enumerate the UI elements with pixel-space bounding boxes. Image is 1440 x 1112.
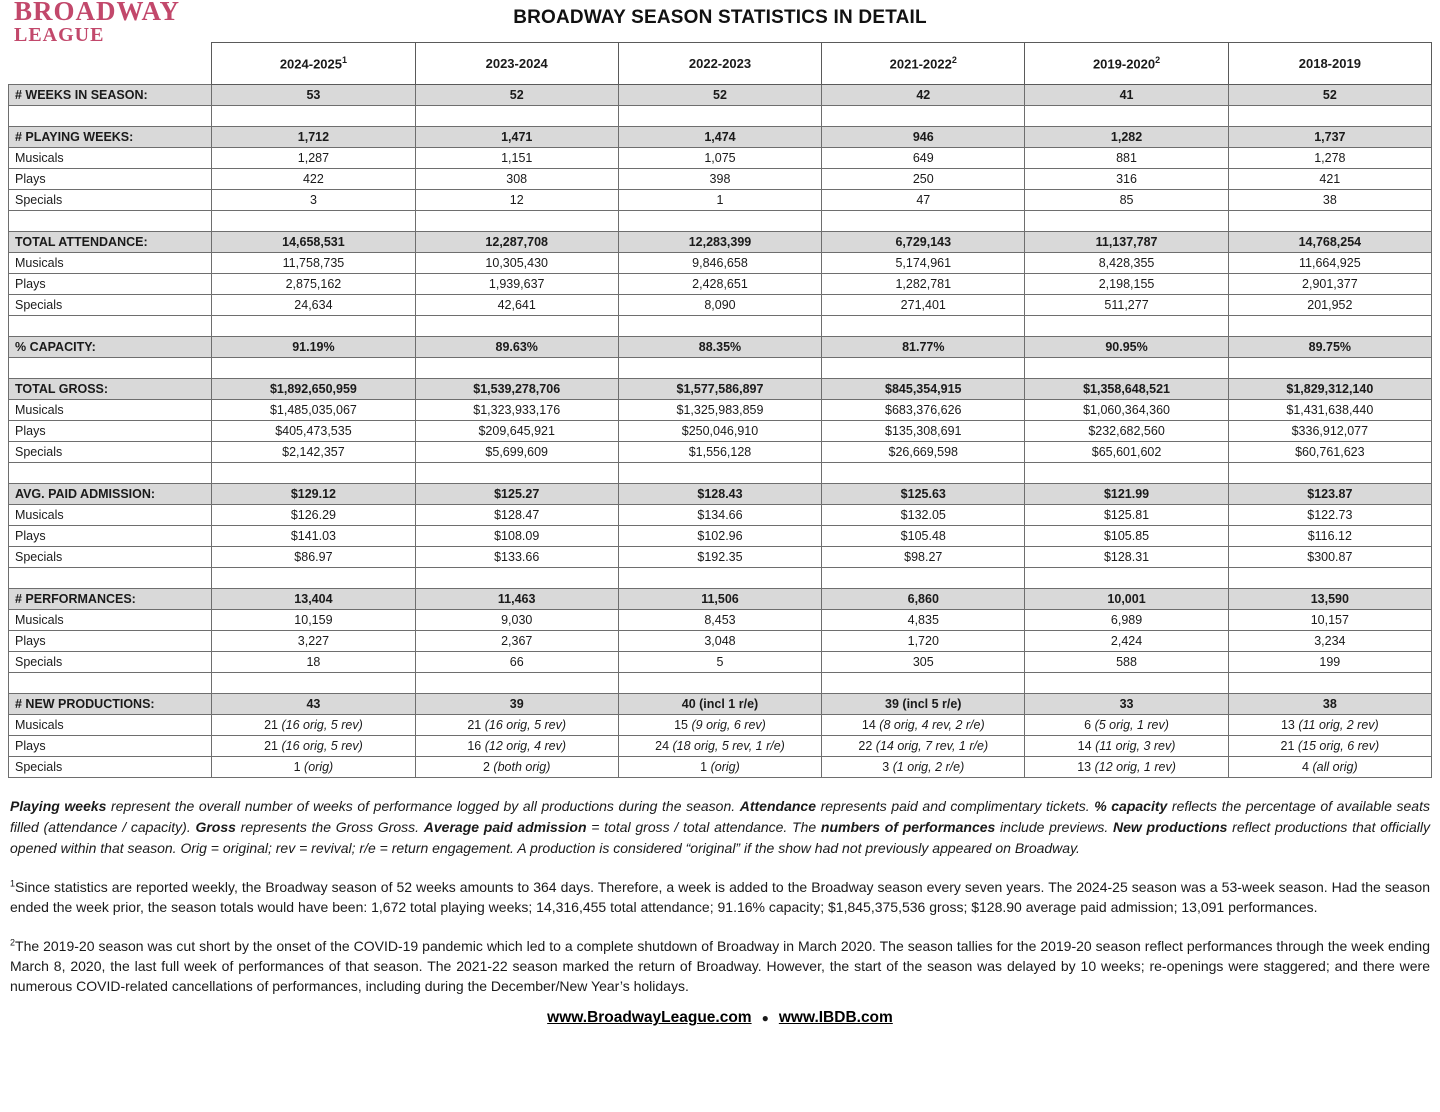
data-row — [9, 400, 1432, 421]
value-cell: $133.66 — [415, 547, 618, 568]
broadway-league-logo — [14, 0, 180, 45]
value-cell: 1,939,637 — [415, 274, 618, 295]
value-cell: $1,323,933,176 — [415, 400, 618, 421]
row-label-cell: Plays — [9, 526, 212, 547]
value-cell: $121.99 — [1025, 484, 1228, 505]
value-cell: $683,376,626 — [822, 400, 1025, 421]
spacer-row — [9, 316, 1432, 337]
section-header-row — [9, 85, 1432, 106]
section-header-row — [9, 589, 1432, 610]
value-cell: $108.09 — [415, 526, 618, 547]
definition-text: reflect productions that officially opened within that season. Orig = original; rev = revival; r/e = return engagement. A production is considered “original” if the show had not previously appeared on Broadway. — [10, 819, 1430, 856]
value-cell: 52 — [1228, 85, 1431, 106]
value-cell: $1,060,364,360 — [1025, 400, 1228, 421]
value-cell: 12 — [415, 190, 618, 211]
value-cell: 21 (16 orig, 5 rev) — [212, 715, 415, 736]
value-cell: 6,729,143 — [822, 232, 1025, 253]
empty-cell — [618, 211, 821, 232]
value-cell: 91.19% — [212, 337, 415, 358]
value-cell: 946 — [822, 127, 1025, 148]
value-cell: 14 (11 orig, 3 rev) — [1025, 736, 1228, 757]
row-label-cell: Plays — [9, 274, 212, 295]
value-cell: 89.63% — [415, 337, 618, 358]
value-cell: 1,278 — [1228, 148, 1431, 169]
row-label-cell: Specials — [9, 652, 212, 673]
value-cell: $116.12 — [1228, 526, 1431, 547]
season-header-row — [9, 43, 1432, 85]
empty-cell — [212, 106, 415, 127]
value-cell: $1,431,638,440 — [1228, 400, 1431, 421]
value-cell: 39 (incl 5 r/e) — [822, 694, 1025, 715]
value-cell: 12,283,399 — [618, 232, 821, 253]
value-cell: 1,720 — [822, 631, 1025, 652]
value-cell: $336,912,077 — [1228, 421, 1431, 442]
value-cell: 38 — [1228, 190, 1431, 211]
value-cell: 13,590 — [1228, 589, 1431, 610]
value-cell: 201,952 — [1228, 295, 1431, 316]
data-row — [9, 295, 1432, 316]
value-cell: 47 — [822, 190, 1025, 211]
value-cell: 8,090 — [618, 295, 821, 316]
definition-text: include previews. — [995, 819, 1114, 835]
empty-cell — [1228, 673, 1431, 694]
value-cell: $5,699,609 — [415, 442, 618, 463]
empty-cell — [415, 568, 618, 589]
section-header-row — [9, 694, 1432, 715]
data-row — [9, 652, 1432, 673]
empty-cell — [212, 463, 415, 484]
value-cell: 42,641 — [415, 295, 618, 316]
definition-text: represents paid and complimentary tickets. — [815, 798, 1095, 814]
definition-text: Attendance — [739, 798, 816, 814]
value-cell: $1,358,648,521 — [1025, 379, 1228, 400]
value-cell: 3,234 — [1228, 631, 1431, 652]
value-cell: $1,485,035,067 — [212, 400, 415, 421]
value-cell: 421 — [1228, 169, 1431, 190]
value-cell: $141.03 — [212, 526, 415, 547]
value-cell: $300.87 — [1228, 547, 1431, 568]
value-cell: 16 (12 orig, 4 rev) — [415, 736, 618, 757]
row-label-cell: Specials — [9, 442, 212, 463]
logo-text-broadway: BROADWAY — [14, 0, 181, 26]
value-cell: 14,768,254 — [1228, 232, 1431, 253]
definition-text: represent the overall number of weeks of performance logged by all productions during the season. — [106, 798, 740, 814]
value-cell: 89.75% — [1228, 337, 1431, 358]
value-cell: 1,737 — [1228, 127, 1431, 148]
value-cell: $1,829,312,140 — [1228, 379, 1431, 400]
data-row — [9, 253, 1432, 274]
empty-cell — [822, 106, 1025, 127]
value-cell: 4,835 — [822, 610, 1025, 631]
value-cell: 2,198,155 — [1025, 274, 1228, 295]
empty-cell — [1228, 568, 1431, 589]
footer-links — [0, 1009, 1440, 1027]
value-cell: $128.43 — [618, 484, 821, 505]
value-cell: $1,577,586,897 — [618, 379, 821, 400]
value-cell: 90.95% — [1025, 337, 1228, 358]
row-label-cell: Musicals — [9, 610, 212, 631]
value-cell: $1,556,128 — [618, 442, 821, 463]
definition-text: Gross — [195, 819, 236, 835]
row-label-cell: Specials — [9, 757, 212, 778]
value-cell: 41 — [1025, 85, 1228, 106]
definition-text: Playing weeks — [10, 798, 107, 814]
value-cell: 4 (all orig) — [1228, 757, 1431, 778]
season-column-header: 2024-2025$^1$ — [212, 43, 415, 85]
empty-cell — [822, 316, 1025, 337]
value-cell: $1,325,983,859 — [618, 400, 821, 421]
value-cell: $134.66 — [618, 505, 821, 526]
value-cell: 11,137,787 — [1025, 232, 1228, 253]
corner-cell — [9, 43, 212, 85]
empty-cell — [618, 316, 821, 337]
empty-cell — [415, 316, 618, 337]
section-header-row — [9, 379, 1432, 400]
spacer-row — [9, 673, 1432, 694]
data-row — [9, 442, 1432, 463]
spacer-row — [9, 568, 1432, 589]
value-cell: 511,277 — [1025, 295, 1228, 316]
value-cell: 10,001 — [1025, 589, 1228, 610]
value-cell: 10,305,430 — [415, 253, 618, 274]
row-label-cell: Plays — [9, 631, 212, 652]
empty-cell — [822, 568, 1025, 589]
value-cell: 42 — [822, 85, 1025, 106]
data-row — [9, 190, 1432, 211]
value-cell: $845,354,915 — [822, 379, 1025, 400]
value-cell: 11,506 — [618, 589, 821, 610]
value-cell: 2,875,162 — [212, 274, 415, 295]
row-label-cell: Musicals — [9, 505, 212, 526]
data-row — [9, 148, 1432, 169]
row-label-cell: Plays — [9, 421, 212, 442]
value-cell: 398 — [618, 169, 821, 190]
value-cell: $126.29 — [212, 505, 415, 526]
value-cell: 3 (1 orig, 2 r/e) — [822, 757, 1025, 778]
value-cell: 43 — [212, 694, 415, 715]
empty-cell — [9, 316, 212, 337]
value-cell: 5,174,961 — [822, 253, 1025, 274]
empty-cell — [415, 211, 618, 232]
empty-cell — [9, 106, 212, 127]
value-cell: 81.77% — [822, 337, 1025, 358]
row-label-cell: # PLAYING WEEKS: — [9, 127, 212, 148]
empty-cell — [212, 673, 415, 694]
value-cell: 2,424 — [1025, 631, 1228, 652]
value-cell: 88.35% — [618, 337, 821, 358]
row-label-cell: Plays — [9, 736, 212, 757]
value-cell: 11,758,735 — [212, 253, 415, 274]
row-label-cell: Plays — [9, 169, 212, 190]
empty-cell — [1025, 211, 1228, 232]
value-cell: 271,401 — [822, 295, 1025, 316]
value-cell: 1 (orig) — [212, 757, 415, 778]
value-cell: $132.05 — [822, 505, 1025, 526]
value-cell: 52 — [618, 85, 821, 106]
value-cell: 308 — [415, 169, 618, 190]
empty-cell — [212, 358, 415, 379]
value-cell: 13 (11 orig, 2 rev) — [1228, 715, 1431, 736]
value-cell: $232,682,560 — [1025, 421, 1228, 442]
value-cell: 3 — [212, 190, 415, 211]
empty-cell — [212, 211, 415, 232]
data-row — [9, 610, 1432, 631]
value-cell: $209,645,921 — [415, 421, 618, 442]
value-cell: 8,453 — [618, 610, 821, 631]
value-cell: $26,669,598 — [822, 442, 1025, 463]
value-cell: 14,658,531 — [212, 232, 415, 253]
section-header-row — [9, 232, 1432, 253]
value-cell: 24,634 — [212, 295, 415, 316]
data-row — [9, 421, 1432, 442]
section-header-row — [9, 337, 1432, 358]
value-cell: 588 — [1025, 652, 1228, 673]
row-label-cell: # WEEKS IN SEASON: — [9, 85, 212, 106]
value-cell: 649 — [822, 148, 1025, 169]
value-cell: 13,404 — [212, 589, 415, 610]
empty-cell — [415, 463, 618, 484]
data-row — [9, 736, 1432, 757]
value-cell: $105.48 — [822, 526, 1025, 547]
value-cell: $128.31 — [1025, 547, 1228, 568]
empty-cell — [1025, 106, 1228, 127]
broadway-league-link[interactable]: www.BroadwayLeague.com — [547, 1009, 752, 1027]
value-cell: 11,463 — [415, 589, 618, 610]
empty-cell — [1025, 568, 1228, 589]
empty-cell — [415, 673, 618, 694]
logo-text-league: LEAGUE — [14, 24, 105, 46]
footnotes-container — [0, 877, 1440, 996]
row-label-cell: # PERFORMANCES: — [9, 589, 212, 610]
row-label-cell: Musicals — [9, 715, 212, 736]
value-cell: 1,151 — [415, 148, 618, 169]
empty-cell — [9, 358, 212, 379]
value-cell: $192.35 — [618, 547, 821, 568]
season-column-header: 2021-2022$^2$ — [822, 43, 1025, 85]
empty-cell — [618, 106, 821, 127]
season-column-header: 2019-2020$^2$ — [1025, 43, 1228, 85]
row-label-cell: Specials — [9, 295, 212, 316]
spacer-row — [9, 463, 1432, 484]
empty-cell — [618, 673, 821, 694]
empty-cell — [822, 358, 1025, 379]
value-cell: 5 — [618, 652, 821, 673]
value-cell: 881 — [1025, 148, 1228, 169]
spacer-row — [9, 358, 1432, 379]
empty-cell — [212, 316, 415, 337]
season-column-header: 2022-2023 — [618, 43, 821, 85]
value-cell: 10,157 — [1228, 610, 1431, 631]
value-cell: 1,474 — [618, 127, 821, 148]
value-cell: $122.73 — [1228, 505, 1431, 526]
value-cell: 14 (8 orig, 4 rev, 2 r/e) — [822, 715, 1025, 736]
data-row — [9, 169, 1432, 190]
value-cell: $86.97 — [212, 547, 415, 568]
value-cell: 66 — [415, 652, 618, 673]
season-statistics-table — [8, 42, 1432, 778]
data-row — [9, 715, 1432, 736]
data-row — [9, 274, 1432, 295]
row-label-cell: Musicals — [9, 253, 212, 274]
value-cell: 1,282 — [1025, 127, 1228, 148]
section-header-row — [9, 127, 1432, 148]
value-cell: 21 (15 orig, 6 rev) — [1228, 736, 1431, 757]
definition-text: numbers of performances — [820, 819, 996, 835]
spacer-row — [9, 211, 1432, 232]
empty-cell — [822, 211, 1025, 232]
value-cell: 2,367 — [415, 631, 618, 652]
value-cell: $405,473,535 — [212, 421, 415, 442]
data-row — [9, 631, 1432, 652]
value-cell: 85 — [1025, 190, 1228, 211]
value-cell: 21 (16 orig, 5 rev) — [415, 715, 618, 736]
value-cell: 199 — [1228, 652, 1431, 673]
empty-cell — [1228, 358, 1431, 379]
value-cell: 1 (orig) — [618, 757, 821, 778]
empty-cell — [212, 568, 415, 589]
value-cell: 12,287,708 — [415, 232, 618, 253]
value-cell: 305 — [822, 652, 1025, 673]
value-cell: $65,601,602 — [1025, 442, 1228, 463]
empty-cell — [822, 463, 1025, 484]
row-label-cell: % CAPACITY: — [9, 337, 212, 358]
value-cell: 39 — [415, 694, 618, 715]
empty-cell — [618, 568, 821, 589]
value-cell: 3,048 — [618, 631, 821, 652]
definition-text: Average paid admission — [423, 819, 587, 835]
definition-text: represents the Gross Gross. — [235, 819, 424, 835]
value-cell: $250,046,910 — [618, 421, 821, 442]
season-column-header: 2023-2024 — [415, 43, 618, 85]
row-label-cell: TOTAL ATTENDANCE: — [9, 232, 212, 253]
value-cell: $2,142,357 — [212, 442, 415, 463]
value-cell: 52 — [415, 85, 618, 106]
empty-cell — [1025, 316, 1228, 337]
value-cell: 11,664,925 — [1228, 253, 1431, 274]
empty-cell — [9, 463, 212, 484]
value-cell: 9,846,658 — [618, 253, 821, 274]
row-label-cell: Specials — [9, 547, 212, 568]
value-cell: 2,428,651 — [618, 274, 821, 295]
value-cell: $98.27 — [822, 547, 1025, 568]
empty-cell — [1025, 673, 1228, 694]
value-cell: $1,892,650,959 — [212, 379, 415, 400]
empty-cell — [9, 568, 212, 589]
data-row — [9, 547, 1432, 568]
value-cell: $1,539,278,706 — [415, 379, 618, 400]
value-cell: $123.87 — [1228, 484, 1431, 505]
value-cell: 13 (12 orig, 1 rev) — [1025, 757, 1228, 778]
row-label-cell: TOTAL GROSS: — [9, 379, 212, 400]
empty-cell — [9, 211, 212, 232]
bullet-separator: ● — [761, 1011, 769, 1026]
value-cell: 1,287 — [212, 148, 415, 169]
ibdb-link[interactable]: www.IBDB.com — [778, 1009, 893, 1027]
row-label-cell: Musicals — [9, 148, 212, 169]
data-row — [9, 505, 1432, 526]
spacer-row — [9, 106, 1432, 127]
page-title: BROADWAY SEASON STATISTICS IN DETAIL — [513, 7, 927, 28]
definition-text: = total gross / total attendance. The — [586, 819, 821, 835]
empty-cell — [1228, 211, 1431, 232]
value-cell: 40 (incl 1 r/e) — [618, 694, 821, 715]
value-cell: $102.96 — [618, 526, 821, 547]
empty-cell — [9, 673, 212, 694]
empty-cell — [1025, 463, 1228, 484]
value-cell: 1,471 — [415, 127, 618, 148]
value-cell: 2 (both orig) — [415, 757, 618, 778]
value-cell: $129.12 — [212, 484, 415, 505]
value-cell: 24 (18 orig, 5 rev, 1 r/e) — [618, 736, 821, 757]
empty-cell — [618, 463, 821, 484]
footnote: $^1$Since statistics are reported weekly, the Broadway season of 52 weeks amounts to 364 days. Therefore, a week is added to the Broadway season every seven years. The 2024-25 season was a 53-week season. Had the season ended the week prior, the season totals would have been: 1,672 total playing weeks; 14,316,455 total attendance; 91.16% capacity; $1,845,375,536 gross; $128.90 average paid admission; 13,091 performances. — [10, 878, 1430, 916]
empty-cell — [415, 358, 618, 379]
value-cell: $125.63 — [822, 484, 1025, 505]
value-cell: 18 — [212, 652, 415, 673]
empty-cell — [1228, 316, 1431, 337]
value-cell: 1,075 — [618, 148, 821, 169]
value-cell: 1,282,781 — [822, 274, 1025, 295]
value-cell: $60,761,623 — [1228, 442, 1431, 463]
value-cell: 21 (16 orig, 5 rev) — [212, 736, 415, 757]
definition-text: % capacity — [1094, 798, 1168, 814]
value-cell: 6,860 — [822, 589, 1025, 610]
empty-cell — [1025, 358, 1228, 379]
empty-cell — [1228, 463, 1431, 484]
data-row — [9, 757, 1432, 778]
empty-cell — [1228, 106, 1431, 127]
definition-text: New productions — [1113, 819, 1228, 835]
value-cell: 1 — [618, 190, 821, 211]
data-row — [9, 526, 1432, 547]
value-cell: $135,308,691 — [822, 421, 1025, 442]
value-cell: 9,030 — [415, 610, 618, 631]
value-cell: 15 (9 orig, 6 rev) — [618, 715, 821, 736]
value-cell: 1,712 — [212, 127, 415, 148]
row-label-cell: AVG. PAID ADMISSION: — [9, 484, 212, 505]
definition-text: reflects the percentage of available seats filled (attendance / capacity). — [10, 798, 1430, 835]
value-cell: 3,227 — [212, 631, 415, 652]
value-cell: 53 — [212, 85, 415, 106]
value-cell: 22 (14 orig, 7 rev, 1 r/e) — [822, 736, 1025, 757]
value-cell: 38 — [1228, 694, 1431, 715]
value-cell: 422 — [212, 169, 415, 190]
empty-cell — [415, 106, 618, 127]
row-label-cell: # NEW PRODUCTIONS: — [9, 694, 212, 715]
value-cell: 10,159 — [212, 610, 415, 631]
value-cell: 6,989 — [1025, 610, 1228, 631]
value-cell: $125.27 — [415, 484, 618, 505]
row-label-cell: Musicals — [9, 400, 212, 421]
value-cell: $125.81 — [1025, 505, 1228, 526]
season-column-header: 2018-2019 — [1228, 43, 1431, 85]
footnote: $^2$The 2019-20 season was cut short by the onset of the COVID-19 pandemic which led to a complete shutdown of Broadway in March 2020. The season tallies for the 2019-20 season reflect performances through the week ending March 8, 2020, the last full week of performances of that season. The 2021-22 season marked the return of Broadway. However, the start of the season was delayed by 10 weeks; re-openings were staggered; and there were numerous COVID-related cancellations of performances, including during the December/New Year’s holidays. — [10, 936, 1430, 995]
row-label-cell: Specials — [9, 190, 212, 211]
value-cell: $128.47 — [415, 505, 618, 526]
value-cell: 250 — [822, 169, 1025, 190]
value-cell: $105.85 — [1025, 526, 1228, 547]
empty-cell — [618, 358, 821, 379]
section-header-row — [9, 484, 1432, 505]
value-cell: 316 — [1025, 169, 1228, 190]
definitions-paragraph — [10, 796, 1430, 859]
empty-cell — [822, 673, 1025, 694]
value-cell: 6 (5 orig, 1 rev) — [1025, 715, 1228, 736]
value-cell: 33 — [1025, 694, 1228, 715]
value-cell: 8,428,355 — [1025, 253, 1228, 274]
value-cell: 2,901,377 — [1228, 274, 1431, 295]
